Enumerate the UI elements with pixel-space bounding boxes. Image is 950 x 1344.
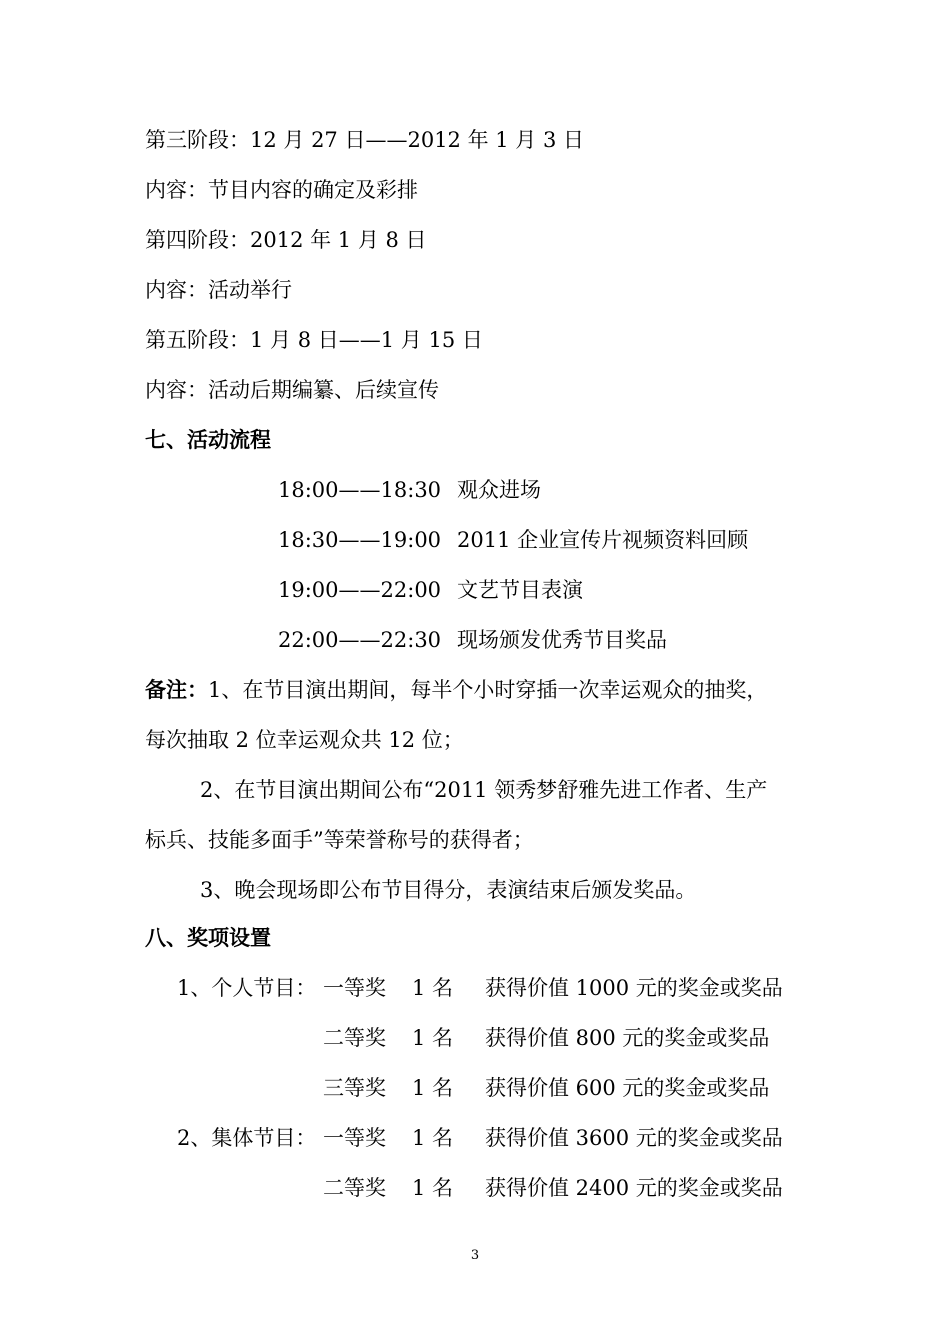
section-7-heading: 七、活动流程 — [145, 427, 271, 452]
award-level: 三等奖 — [323, 1076, 386, 1100]
schedule-row — [0, 472, 950, 508]
phase-3-line — [145, 122, 584, 158]
note-1-text-a: 1、在节目演出期间，每半个小时穿插一次幸运观众的抽奖， — [208, 678, 768, 702]
phase-4-content: 活动举行 — [208, 278, 292, 302]
notes-label: 备注： — [145, 677, 208, 702]
schedule-time: 18:30——19:00 — [278, 528, 442, 552]
phase-3-dates: 12 月 27 日——2012 年 1 月 3 日 — [250, 128, 585, 152]
schedule-time: 22:00——22:30 — [278, 628, 442, 652]
phase-5-dates: 1 月 8 日——1 月 15 日 — [250, 328, 483, 352]
phase-3-content: 节目内容的确定及彩排 — [208, 178, 418, 202]
award-row — [0, 1170, 950, 1206]
award-row — [0, 970, 950, 1006]
award-prize: 获得价值 800 元的奖金或奖品 — [485, 1026, 770, 1050]
phase-5-label: 第五阶段： — [145, 328, 250, 352]
award-row — [0, 1020, 950, 1056]
award-group: 1、个人节目： — [177, 976, 317, 1000]
phase-3-content-line — [145, 172, 418, 208]
note-1-line-1 — [145, 672, 767, 708]
award-level: 一等奖 — [323, 976, 386, 1000]
award-row — [0, 1070, 950, 1106]
phase-3-label: 第三阶段： — [145, 128, 250, 152]
schedule-desc: 观众进场 — [457, 478, 541, 502]
phase-5-content: 活动后期编纂、后续宣传 — [208, 378, 439, 402]
schedule-row — [0, 622, 950, 658]
award-level: 一等奖 — [323, 1126, 386, 1150]
note-1-line-2: 每次抽取 2 位幸运观众共 12 位； — [145, 728, 464, 752]
note-2-line-1: 2、在节目演出期间公布“2011 领秀梦舒雅先进工作者、生产 — [200, 778, 768, 802]
award-prize: 获得价值 2400 元的奖金或奖品 — [485, 1176, 783, 1200]
schedule-row — [0, 572, 950, 608]
award-count: 1 名 — [412, 1076, 454, 1100]
award-row — [0, 1120, 950, 1156]
award-count: 1 名 — [412, 1026, 454, 1050]
phase-5-content-label: 内容： — [145, 378, 208, 402]
schedule-desc: 文艺节目表演 — [457, 578, 583, 602]
award-count: 1 名 — [412, 976, 454, 1000]
phase-5-line — [145, 322, 483, 358]
phase-4-line — [145, 222, 427, 258]
award-level: 二等奖 — [323, 1176, 386, 1200]
phase-4-content-line — [145, 272, 292, 308]
award-count: 1 名 — [412, 1126, 454, 1150]
note-2-line-2: 标兵、技能多面手”等荣誉称号的获得者； — [145, 828, 534, 852]
phase-4-content-label: 内容： — [145, 278, 208, 302]
award-group: 2、集体节目： — [177, 1126, 317, 1150]
section-8-heading: 八、奖项设置 — [145, 925, 271, 950]
note-3-line: 3、晚会现场即公布节目得分，表演结束后颁发奖品。 — [200, 878, 697, 902]
award-level: 二等奖 — [323, 1026, 386, 1050]
schedule-row — [0, 522, 950, 558]
schedule-desc: 2011 企业宣传片视频资料回顾 — [457, 528, 749, 552]
award-prize: 获得价值 600 元的奖金或奖品 — [485, 1076, 770, 1100]
schedule-time: 18:00——18:30 — [278, 478, 442, 502]
phase-3-content-label: 内容： — [145, 178, 208, 202]
schedule-desc: 现场颁发优秀节目奖品 — [457, 628, 667, 652]
award-prize: 获得价值 3600 元的奖金或奖品 — [485, 1126, 783, 1150]
page-number: 3 — [470, 1248, 480, 1263]
phase-5-content-line — [145, 372, 439, 408]
phase-4-dates: 2012 年 1 月 8 日 — [250, 228, 427, 252]
award-count: 1 名 — [412, 1176, 454, 1200]
award-prize: 获得价值 1000 元的奖金或奖品 — [485, 976, 783, 1000]
phase-4-label: 第四阶段： — [145, 228, 250, 252]
schedule-time: 19:00——22:00 — [278, 578, 442, 602]
